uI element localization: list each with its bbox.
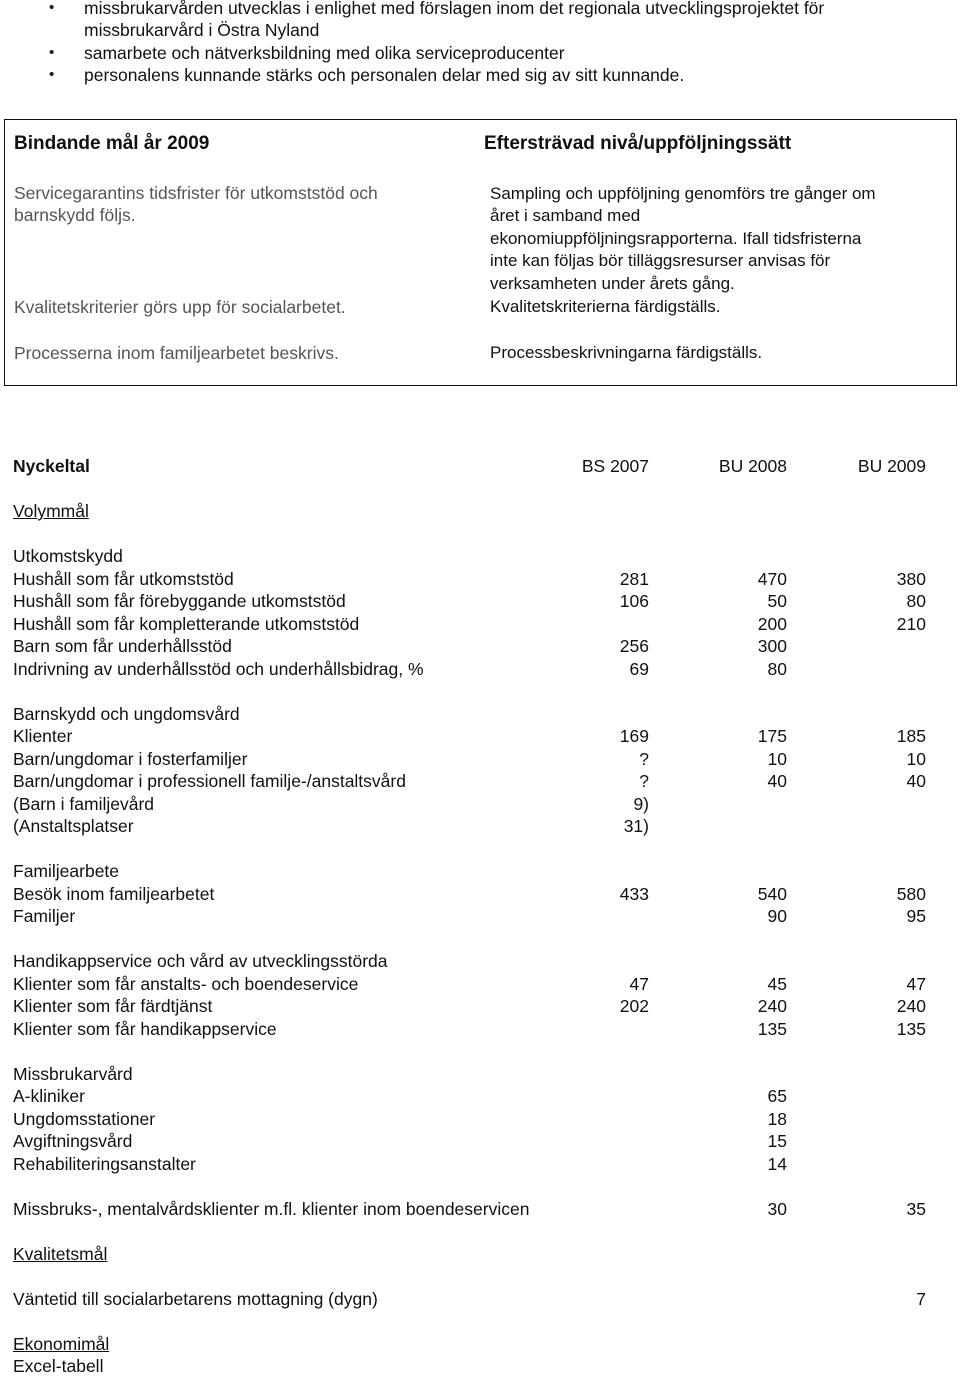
header-bu2008: BU 2008 [718,456,787,476]
bullet-list [0,0,960,87]
header-bs2007: BS 2007 [581,456,649,476]
value-bu2008: 90 [767,906,787,926]
table-row [13,793,943,816]
table-row [13,1018,943,1041]
row-label: Barn som får underhållsstöd [13,636,232,656]
row-label: Missbruks-, mentalvårdsklienter m.fl. klienter inom boendeservicen [13,1198,530,1219]
value-bs2007: 433 [619,883,649,904]
row-label: Hushåll som får förebyggande utkomststöd [13,591,346,611]
bullet-icon: • [49,66,55,84]
value-bu2008: 175 [757,726,787,746]
section-heading [13,500,943,523]
row-label: Barn/ungdomar i professionell familje-/anstaltsvård [13,771,406,791]
list-item: • personalens kunnande stärks och personalen delar med sig av sitt kunnande. [49,65,685,86]
bullet-icon: • [49,0,55,16]
value-bs2007: 31) [623,816,649,836]
table-row [13,568,943,591]
table-row [13,995,943,1018]
row-label: (Anstaltsplatser [13,816,134,836]
table-row [13,770,943,793]
value-bu2008: 65 [767,1086,787,1106]
handikapp-section-title: Handikappservice och vård av utvecklingsstörda [13,951,388,971]
row-label: Familjer [13,906,76,926]
goal-text: Kvalitetskriterier görs upp för socialarbetet. [14,297,346,317]
table-row [13,613,943,636]
barnskydd-section-title: Barnskydd och ungdomsvård [13,703,240,724]
value-bs2007: 9) [633,793,649,814]
table-row [13,1085,943,1108]
utkomst-section-title: Utkomstskydd [13,546,123,566]
missbruk-section-title: Missbrukarvård [13,1063,133,1084]
followup-text: ekonomiuppföljningsrapporterna. Ifall tidsfristerna [490,229,862,248]
table-row [13,973,943,996]
table-row [13,590,943,613]
row-label: (Barn i familjevård [13,793,155,814]
value-bu2008: 470 [757,568,787,589]
key-figures-table [13,455,943,1378]
value-bu2008: 14 [767,1153,787,1174]
table-row [13,658,943,681]
table-row [13,748,943,771]
row-label: Hushåll som får kompletterande utkomststöd [13,613,360,634]
economy-goals-heading: Ekonomimål [13,1333,110,1354]
value-bu2009: 135 [896,1018,926,1039]
row-label: Barn/ungdomar i fosterfamiljer [13,748,248,769]
value-bs2007: 106 [619,591,649,611]
list-item-continuation: missbrukarvård i Östra Nyland [84,20,320,41]
value-bu2008: 15 [767,1131,787,1151]
row-label: Ungdomsstationer [13,1108,156,1129]
value-bu2009: 380 [896,568,926,589]
section-title-row [13,860,943,883]
table-row [13,635,943,658]
value-bu2009: 210 [896,613,926,634]
followup-text: Processbeskrivningarna färdigställs. [490,343,763,362]
value-bu2008: 18 [767,1108,787,1129]
value-bu2009: 35 [906,1198,926,1219]
header-label: Nyckeltal [13,456,90,476]
row-label: Rehabiliteringsanstalter [13,1153,196,1174]
quality-goals-heading: Kvalitetsmål [13,1243,108,1264]
table-header [13,455,943,478]
value-bu2008: 45 [767,973,787,994]
goal-text: barnskydd följs. [14,205,136,225]
section-title-row [13,1333,943,1356]
bullet-icon: • [49,43,55,61]
value-bs2007: 47 [629,973,649,994]
section-title-row [13,703,943,726]
value-bs2007: ? [639,748,649,769]
table-row [13,1108,943,1131]
table-row [13,1153,943,1176]
value-bu2009: 185 [896,726,926,746]
value-bu2009: 95 [906,906,926,926]
followup-text: inte kan följas bör tilläggsresurser anvisas för [490,251,831,270]
value-bs2007: 169 [619,726,649,746]
value-bs2007: 281 [619,568,649,589]
row-label: Väntetid till socialarbetarens mottagning (dygn) [13,1288,378,1309]
value-bs2007: ? [639,771,649,791]
goals-box [4,119,957,386]
row-label: Klienter som får handikappservice [13,1018,277,1039]
value-bu2008: 200 [757,613,787,634]
value-bs2007: 256 [619,636,649,656]
goal-text: Servicegarantins tidsfrister för utkomststöd och [14,183,378,203]
value-bu2009: 240 [896,996,926,1016]
volume-goals-heading: Volymmål [13,501,89,521]
row-label: A-kliniker [13,1086,85,1106]
table-row [13,1198,943,1221]
row-label: Klienter som får färdtjänst [13,996,213,1016]
value-bu2009: 40 [906,771,926,791]
value-bu2009: 580 [896,883,926,904]
value-bu2008: 80 [767,658,787,679]
value-bu2009: 80 [906,591,926,611]
table-row [13,905,943,928]
row-label: Besök inom familjearbetet [13,883,215,904]
table-row [13,815,943,838]
section-title-row [13,950,943,973]
value-bu2008: 300 [757,636,787,656]
familj-section-title: Familjearbete [13,861,120,881]
followup-text: verksamheten under årets gång. [490,274,735,293]
section-title-row [13,1243,943,1266]
value-bu2009: 7 [916,1288,926,1309]
table-row [13,1288,943,1311]
list-item: • missbrukarvården utvecklas i enlighet med förslagen inom det regionala utvecklingsprojektet för [0,0,960,19]
excel-table-label: Excel-tabell [13,1356,104,1376]
section-title-row [13,545,943,568]
followup-text: Kvalitetskriterierna färdigställs. [490,297,721,316]
followup-text: året i samband med [490,206,641,225]
list-item: • samarbete och nätverksbildning med olika serviceproducenter [49,42,565,63]
value-bu2008: 50 [767,591,787,611]
value-bu2008: 135 [757,1018,787,1039]
goal-text: Processerna inom familjearbetet beskrivs. [14,343,339,363]
section-title-row [13,1063,943,1086]
value-bu2008: 30 [767,1198,787,1219]
value-bu2009: 47 [906,973,926,994]
header-bu2009: BU 2009 [857,456,926,476]
value-bu2008: 240 [757,996,787,1016]
row-label: Klienter som får anstalts- och boendeservice [13,973,359,994]
section-title-row [13,1355,943,1378]
table-row [13,883,943,906]
row-label: Hushåll som får utkomststöd [13,568,234,589]
value-bu2009: 10 [906,748,926,769]
value-bs2007: 69 [629,658,649,679]
value-bu2008: 40 [767,771,787,791]
followup-text: Sampling och uppföljning genomförs tre gånger om [490,184,876,203]
value-bs2007: 202 [619,996,649,1016]
row-label: Avgiftningsvård [13,1131,133,1151]
value-bu2008: 10 [767,748,787,769]
value-bu2008: 540 [757,883,787,904]
table-row [13,725,943,748]
binding-goals-title: Bindande mål år 2009 [14,133,210,154]
row-label: Indrivning av underhållsstöd och underhållsbidrag, % [13,658,424,679]
table-row [13,1130,943,1153]
row-label: Klienter [13,726,73,746]
target-level-title: Eftersträvad nivå/uppföljningssätt [484,133,792,154]
